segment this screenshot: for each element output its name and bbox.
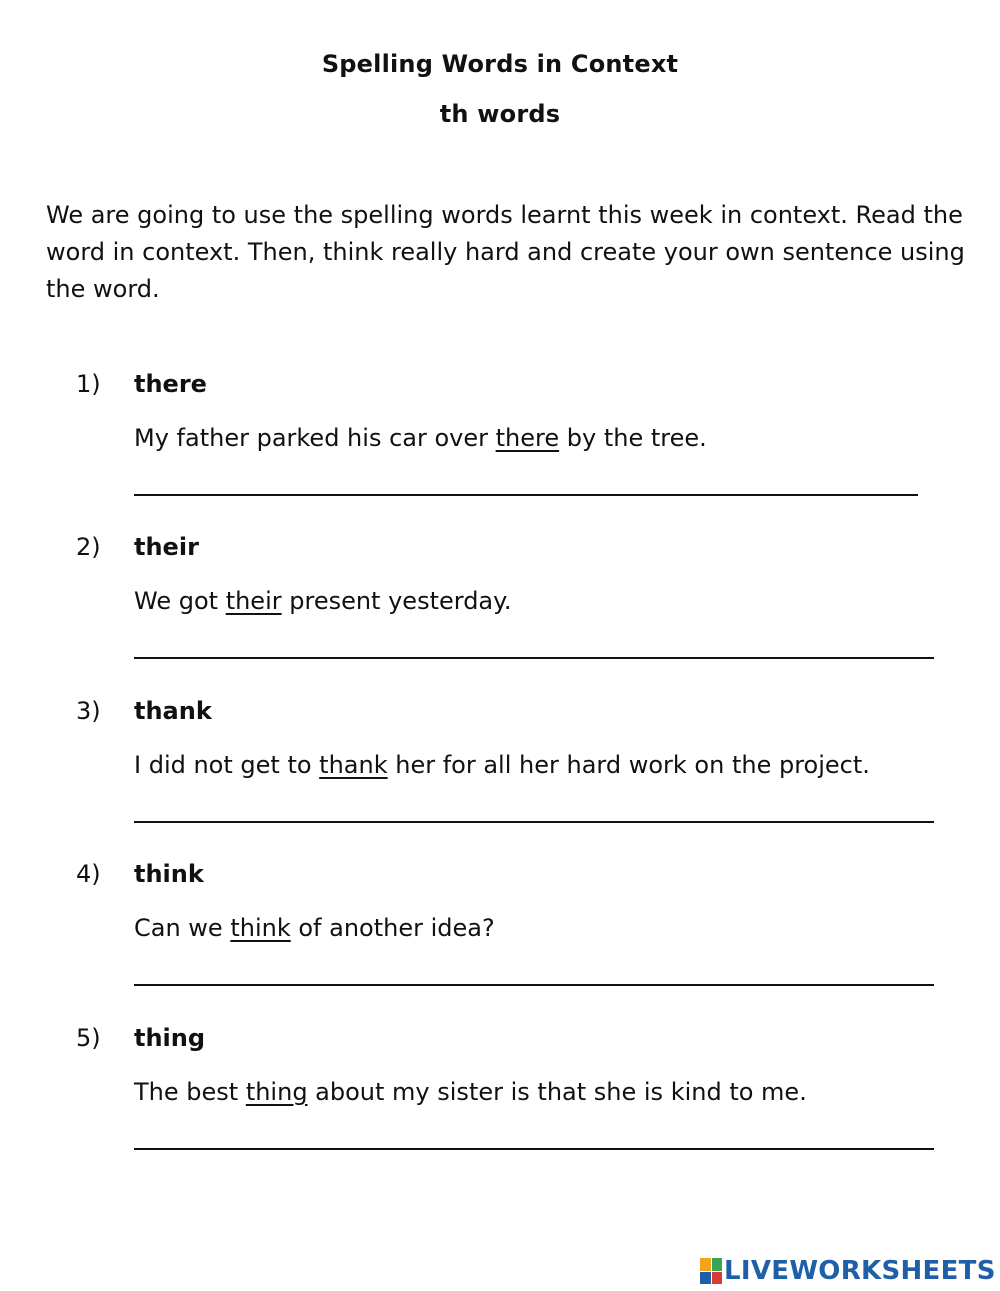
example-sentence: We got their present yesterday. <box>134 587 512 615</box>
example-sentence: The best thing about my sister is that she is kind to me. <box>134 1078 807 1106</box>
instructions: We are going to use the spelling words learnt this week in context. Read the word in context. Then, think really hard and create your own sentence using the word. <box>46 201 965 303</box>
logo-text: LIVEWORKSHEETS <box>724 1256 996 1286</box>
spelling-word: thank <box>134 697 212 725</box>
example-sentence: I did not get to thank her for all her hard work on the project. <box>134 751 870 779</box>
underlined-word: their <box>225 587 282 615</box>
underlined-word: thing <box>245 1078 308 1106</box>
example-sentence: Can we think of another idea? <box>134 914 495 942</box>
spelling-word: think <box>134 860 204 888</box>
spelling-word: there <box>134 370 207 398</box>
logo-blocks-icon <box>700 1258 722 1284</box>
item-number: 5) <box>76 1024 101 1052</box>
answer-line[interactable] <box>134 984 934 986</box>
underlined-word: think <box>230 914 291 942</box>
exercise-item-5 <box>0 1024 1000 1184</box>
exercise-item-2 <box>0 533 1000 693</box>
page-title: Spelling Words in Context <box>321 50 679 78</box>
spelling-word: thing <box>134 1024 206 1052</box>
example-sentence: My father parked his car over there by the tree. <box>134 424 707 452</box>
item-number: 1) <box>76 370 101 398</box>
liveworksheets-logo[interactable] <box>700 1254 996 1288</box>
answer-line[interactable] <box>134 821 934 823</box>
exercise-item-1 <box>0 370 1000 530</box>
spelling-word: their <box>134 533 199 561</box>
item-number: 3) <box>76 697 101 725</box>
answer-line[interactable] <box>134 1148 934 1150</box>
exercise-item-3 <box>0 697 1000 857</box>
item-number: 2) <box>76 533 101 561</box>
exercise-item-4 <box>0 860 1000 1020</box>
page-subtitle: th words <box>439 100 561 128</box>
answer-line[interactable] <box>134 494 918 496</box>
underlined-word: there <box>495 424 560 452</box>
underlined-word: thank <box>319 751 388 779</box>
answer-line[interactable] <box>134 657 934 659</box>
item-number: 4) <box>76 860 101 888</box>
